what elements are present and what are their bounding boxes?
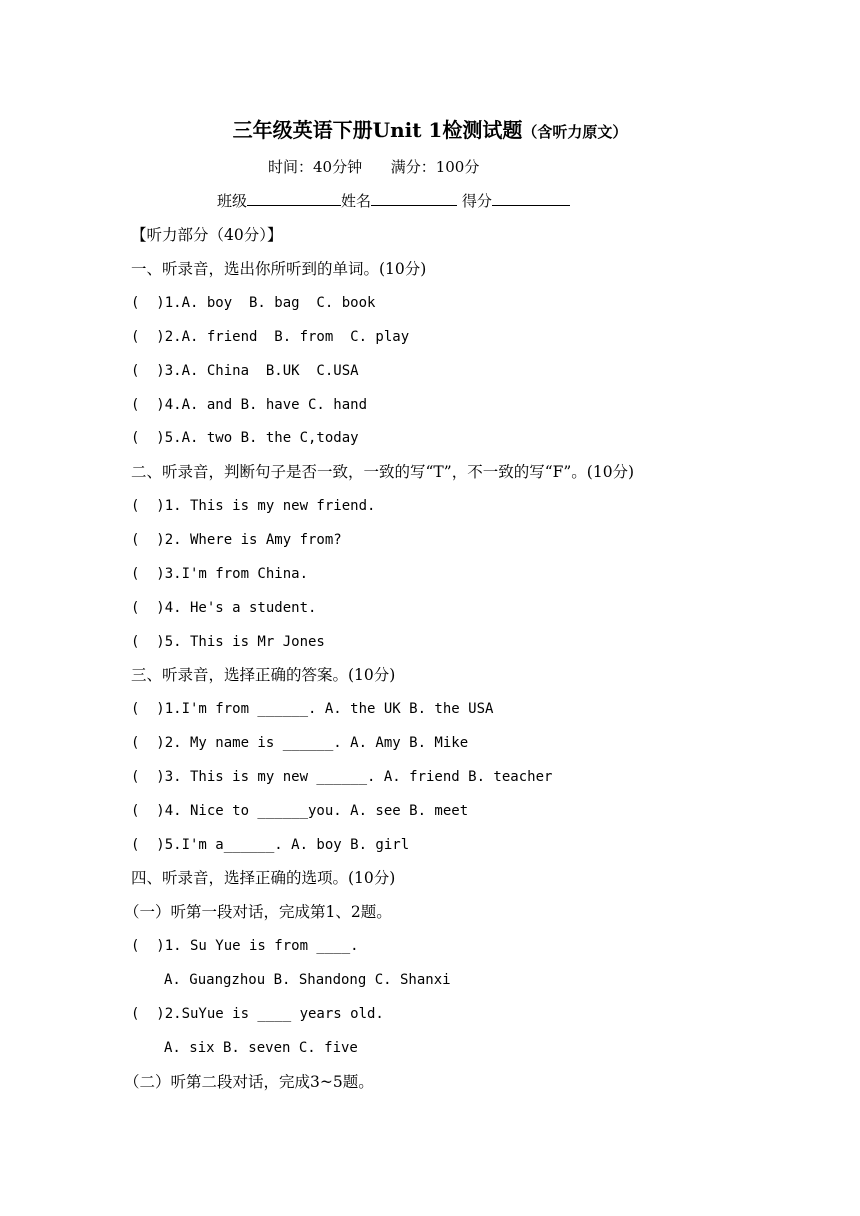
section3-heading: 三、听录音，选择正确的答案。(10分) (131, 666, 396, 684)
class-blank[interactable] (247, 191, 341, 206)
section2-item-3: ( )3.I'm from China. (131, 566, 309, 582)
section3-item-3: ( )3. This is my new ______. A. friend B. teacher (131, 769, 553, 785)
section4-question-2-options: A. six B. seven C. five (164, 1040, 358, 1056)
section1-item-4: ( )4.A. and B. have C. hand (131, 397, 368, 413)
section2-heading: 二、听录音，判断句子是否一致，一致的写“T”，不一致的写“F”。(10分) (131, 463, 635, 481)
section3-item-4: ( )4. Nice to ______you. A. see B. meet (131, 803, 469, 819)
section4-question-1-options: A. Guangzhou B. Shandong C. Shanxi (164, 972, 451, 988)
listening-section-header: 【听力部分（40分）】 (131, 226, 283, 244)
section4-question-1: ( )1. Su Yue is from ____. (131, 938, 359, 954)
class-label: 班级 (217, 192, 248, 210)
name-label: 姓名 (341, 192, 372, 210)
section3-item-2: ( )2. My name is ______. A. Amy B. Mike (131, 735, 469, 751)
title-note: （含听力原文） (522, 123, 628, 141)
section1-item-5: ( )5.A. two B. the C,today (131, 430, 359, 446)
section4-part1-heading: （一）听第一段对话，完成第1、2题。 (124, 903, 392, 921)
section1-item-2: ( )2.A. friend B. from C. play (131, 329, 410, 345)
section4-question-2: ( )2.SuYue is ____ years old. (131, 1006, 384, 1022)
section3-item-1: ( )1.I'm from ______. A. the UK B. the USA (131, 701, 494, 717)
section1-item-3: ( )3.A. China B.UK C.USA (131, 363, 359, 379)
section4-part2-heading: （二）听第二段对话，完成3~5题。 (124, 1073, 374, 1091)
section2-item-1: ( )1. This is my new friend. (131, 498, 376, 514)
page-title (0, 114, 860, 143)
title-main: 三年级英语下册Unit 1检测试题 (232, 118, 523, 142)
section4-heading: 四、听录音，选择正确的选项。(10分) (131, 869, 396, 887)
time-score-line: 时间：40分钟 满分：100分 (268, 158, 480, 176)
section2-item-4: ( )4. He's a student. (131, 600, 317, 616)
name-blank[interactable] (371, 191, 457, 206)
score-label: 得分 (461, 192, 492, 210)
section2-item-2: ( )2. Where is Amy from? (131, 532, 342, 548)
section1-item-1: ( )1.A. boy B. bag C. book (131, 295, 376, 311)
section2-item-5: ( )5. This is Mr Jones (131, 634, 325, 650)
section3-item-5: ( )5.I'm a______. A. boy B. girl (131, 837, 410, 853)
section1-heading: 一、听录音，选出你所听到的单词。(10分) (131, 260, 427, 278)
student-info-line (217, 191, 570, 211)
score-blank[interactable] (492, 191, 570, 206)
